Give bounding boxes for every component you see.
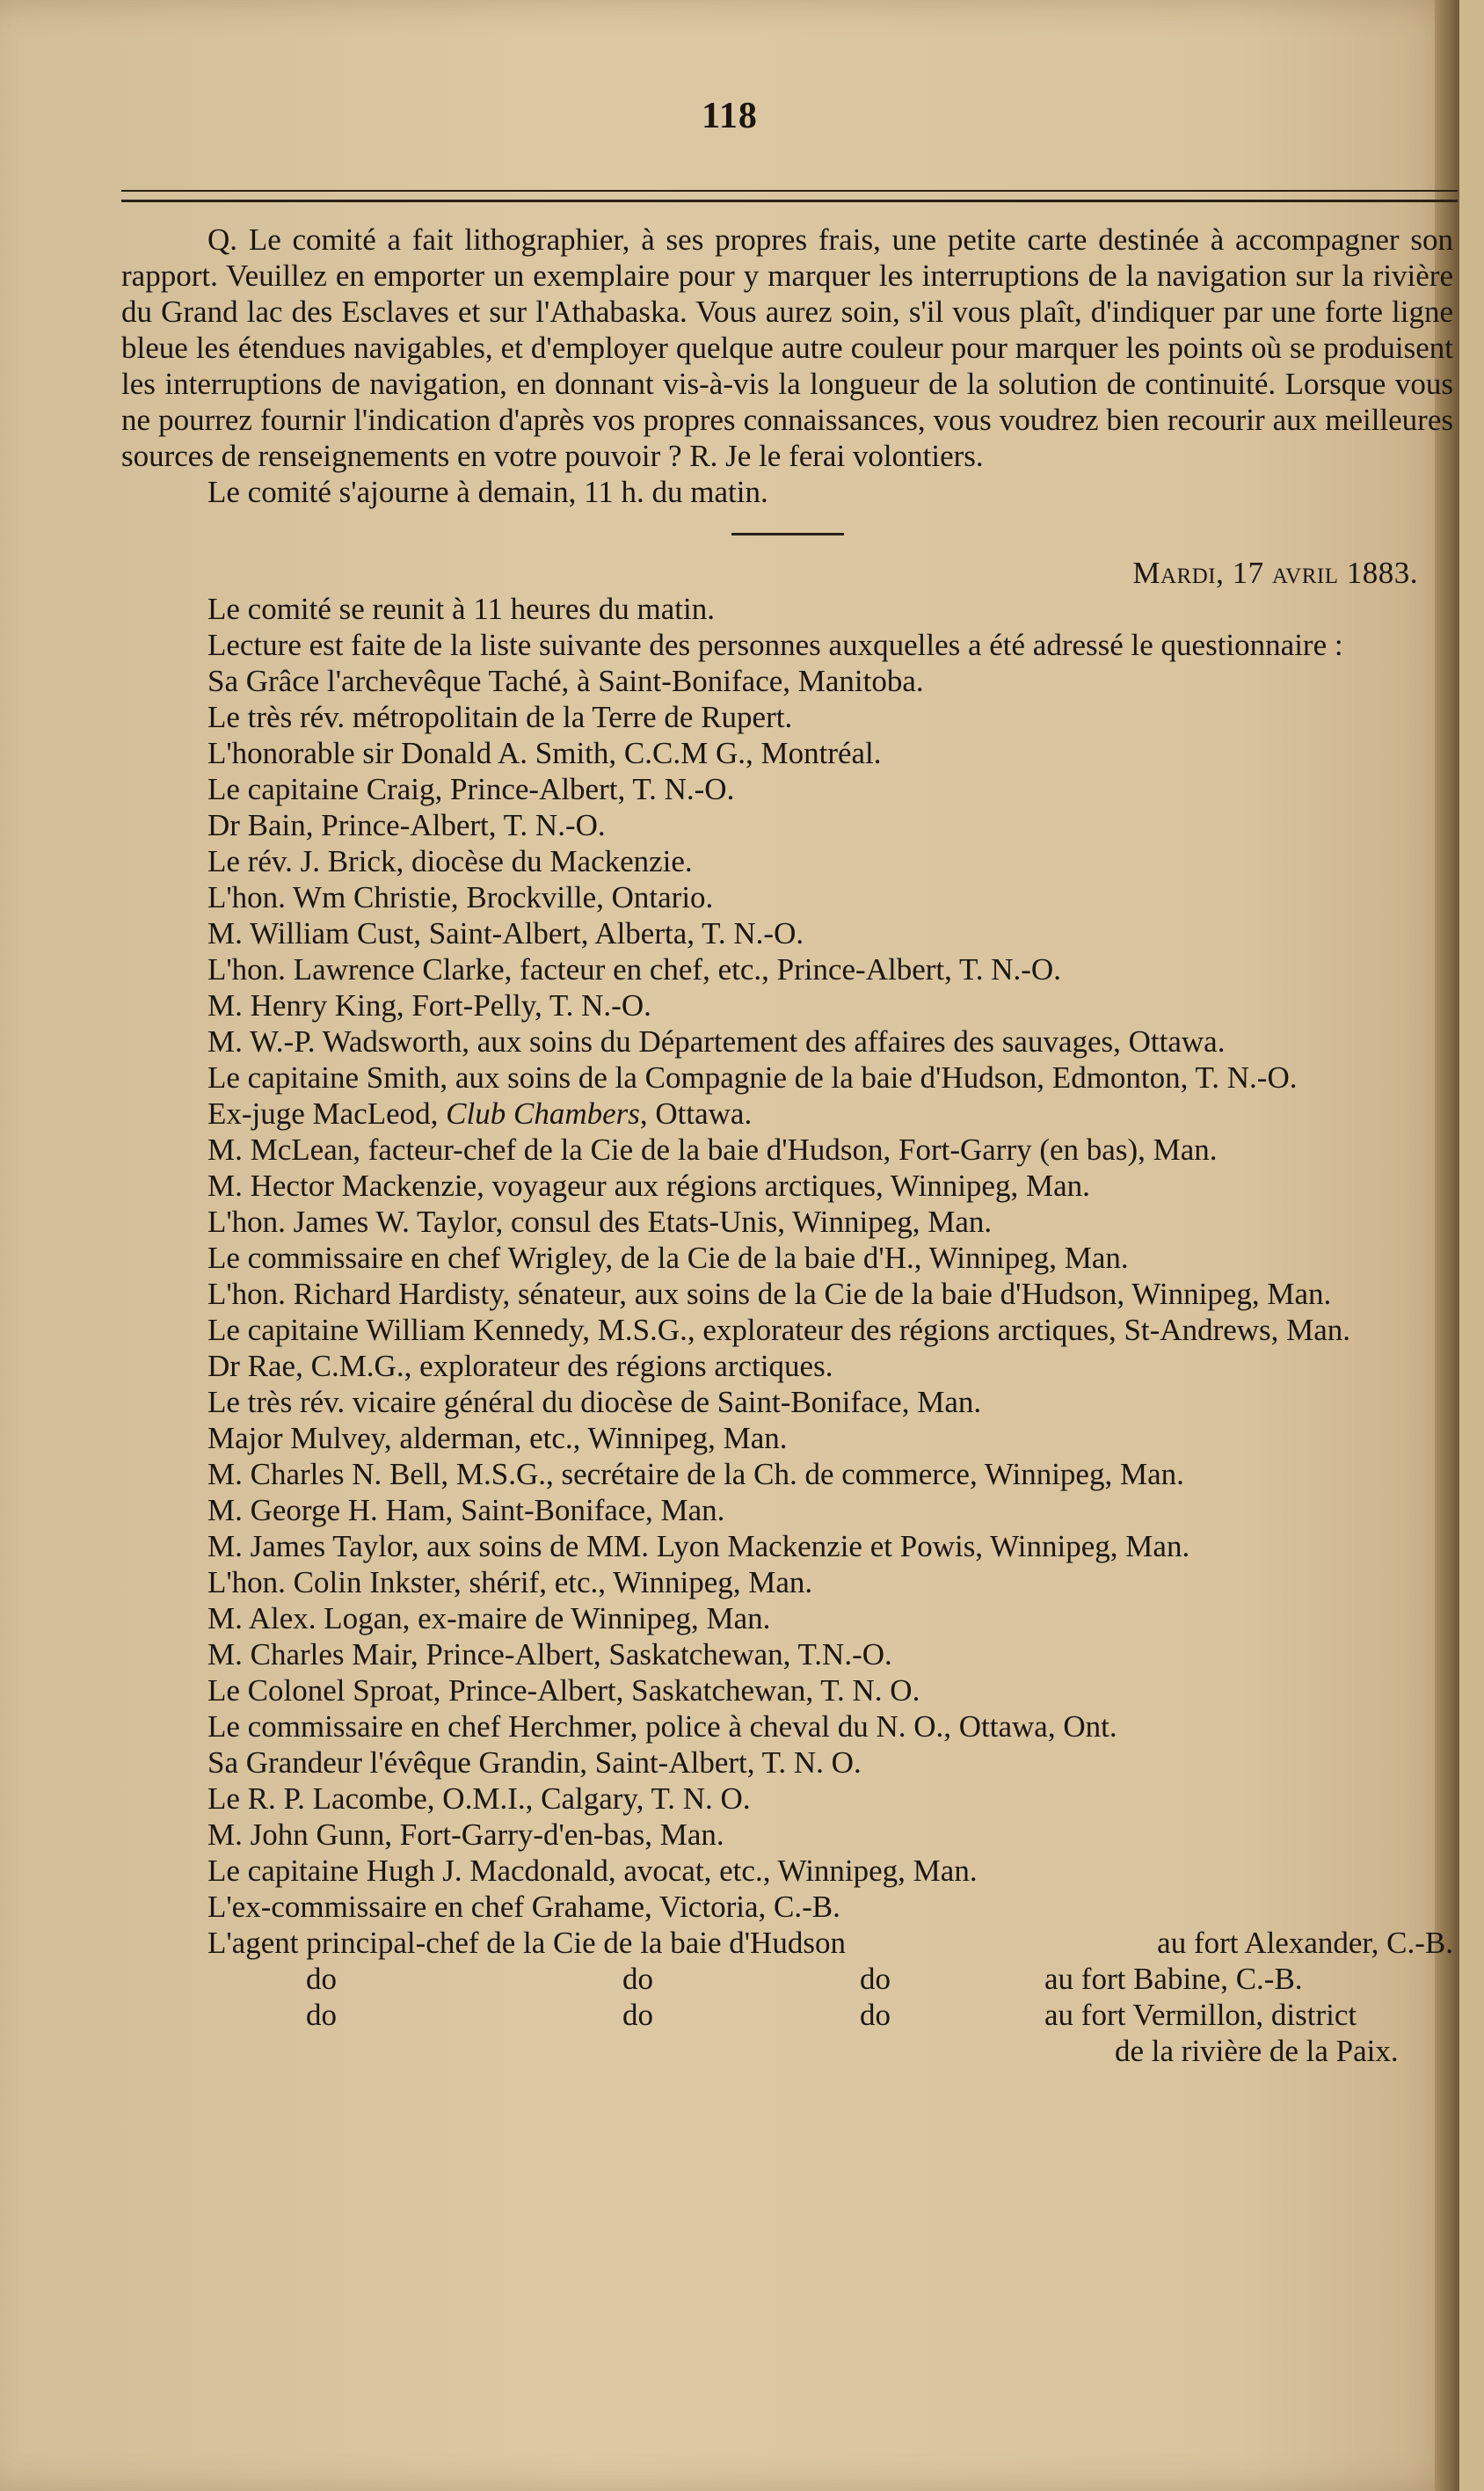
ditto-cell: do	[860, 1962, 891, 1996]
macleod-prefix: Ex-juge MacLeod,	[207, 1096, 447, 1131]
section-divider	[731, 533, 844, 535]
list-item: L'ex-commissaire en chef Grahame, Victoria, C.-B.	[207, 1890, 840, 1924]
list-item: Le capitaine Smith, aux soins de la Compagnie de la baie d'Hudson, Edmonton, T. N.-O.	[207, 1060, 1298, 1095]
ditto-cell: do	[306, 1962, 337, 1996]
list-item: Le R. P. Lacombe, O.M.I., Calgary, T. N. O.	[207, 1781, 751, 1816]
list-item: Le capitaine Hugh J. Macdonald, avocat, etc., Winnipeg, Man.	[207, 1854, 978, 1888]
list-item: M. John Gunn, Fort-Garry-d'en-bas, Man.	[207, 1817, 724, 1852]
ditto-cell: do	[622, 1998, 653, 2032]
list-item: M. Charles N. Bell, M.S.G., secrétaire de la Ch. de commerce, Winnipeg, Man.	[207, 1457, 1184, 1491]
list-item: M. Hector Mackenzie, voyageur aux régions arctiques, Winnipeg, Man.	[207, 1169, 1090, 1203]
list-item: Sa Grandeur l'évêque Grandin, Saint-Albert, T. N. O.	[207, 1745, 862, 1780]
agent-right: au fort Alexander, C.-B.	[1157, 1926, 1453, 1960]
list-item: Sa Grâce l'archevêque Taché, à Saint-Boniface, Manitoba.	[207, 664, 924, 698]
list-item: M. William Cust, Saint-Albert, Alberta, T. N.-O.	[207, 916, 804, 951]
list-intro: Lecture est faite de la liste suivante des personnes auxquelles a été adressé le questionnaire :	[207, 628, 1343, 662]
ditto-location: au fort Vermillon, district	[1044, 1998, 1357, 2032]
dateline: Mardi, 17 avril 1883.	[1132, 556, 1418, 590]
ditto-tail: de la rivière de la Paix.	[1115, 2034, 1399, 2068]
list-item: L'hon. Lawrence Clarke, facteur en chef, etc., Prince-Albert, T. N.-O.	[207, 952, 1061, 987]
list-item: L'hon. Colin Inkster, shérif, etc., Winnipeg, Man.	[207, 1565, 813, 1599]
list-item: M. Charles Mair, Prince-Albert, Saskatchewan, T.N.-O.	[207, 1637, 892, 1672]
list-item: M. W.-P. Wadsworth, aux soins du Département des affaires des sauvages, Ottawa.	[207, 1024, 1226, 1059]
macleod-suffix: , Ottawa.	[639, 1096, 753, 1131]
list-item: L'hon. James W. Taylor, consul des Etats-Unis, Winnipeg, Man.	[207, 1205, 993, 1239]
meeting-line: Le comité se reunit à 11 heures du matin.	[207, 592, 715, 626]
ditto-cell: do	[306, 1998, 337, 2032]
ditto-cell: do	[860, 1998, 891, 2032]
list-item: L'hon. Richard Hardisty, sénateur, aux soins de la Cie de la baie d'Hudson, Winnipeg, Man.	[207, 1277, 1332, 1311]
list-item: Le commissaire en chef Wrigley, de la Cie de la baie d'H., Winnipeg, Man.	[207, 1241, 1129, 1275]
list-item: Le commissaire en chef Herchmer, police à cheval du N. O., Ottawa, Ont.	[207, 1709, 1117, 1744]
list-item	[121, 1096, 1453, 1132]
list-item: M. McLean, facteur-chef de la Cie de la baie d'Hudson, Fort-Garry (en bas), Man.	[207, 1133, 1218, 1167]
adjourn-line: Le comité s'ajourne à demain, 11 h. du matin.	[207, 475, 768, 509]
list-item: Dr Bain, Prince-Albert, T. N.-O.	[207, 808, 606, 842]
list-item: M. Alex. Logan, ex-maire de Winnipeg, Man.	[207, 1601, 771, 1635]
list-item: Major Mulvey, alderman, etc., Winnipeg, Man.	[207, 1421, 788, 1455]
list-item: L'honorable sir Donald A. Smith, C.C.M G., Montréal.	[207, 736, 882, 770]
ditto-cell: do	[622, 1962, 653, 1996]
list-item: L'hon. Wm Christie, Brockville, Ontario.	[207, 880, 714, 914]
agent-row	[121, 1925, 1453, 1961]
header-rule	[121, 190, 1458, 202]
question-paragraph: Q. Le comité a fait lithographier, à ses propres frais, une petite carte destinée à accompagner son rapport. Veuillez en emporter un exemplaire pour y marquer les interruptions de la navigation sur la rivière du Grand lac des Esclaves et sur l'Athabaska. Vous aurez soin, s'il vous plaît, d'indiquer par une forte ligne bleue les étendues navigables, et d'employer quelque autre couleur pour marquer les points où se produisent les interruptions de navigation, en donnant vis-à-vis la longueur de la solution de continuité. Lorsque vous ne pourrez fournir l'indication d'après vos propres connaissances, vous voudrez bien recourir aux meilleures sources de renseignements en votre pouvoir ? R. Je le ferai volontiers.	[121, 222, 1453, 473]
list-item: Dr Rae, C.M.G., explorateur des régions arctiques.	[207, 1349, 833, 1383]
ditto-location: au fort Babine, C.-B.	[1044, 1962, 1303, 1996]
ditto-row	[121, 1961, 1453, 1997]
list-item: Le très rév. métropolitain de la Terre de Rupert.	[207, 700, 793, 734]
list-item: Le capitaine Craig, Prince-Albert, T. N.-O.	[207, 772, 735, 806]
macleod-italic: Club Chambers	[446, 1096, 640, 1131]
list-item: Le très rév. vicaire général du diocèse de Saint-Boniface, Man.	[207, 1385, 982, 1419]
ditto-table	[121, 1961, 1453, 2069]
ditto-row	[121, 1997, 1453, 2033]
list-item: M. George H. Ham, Saint-Boniface, Man.	[207, 1493, 725, 1527]
recipient-list	[121, 663, 1453, 1096]
page-number: 118	[702, 96, 758, 136]
page-body	[121, 222, 1453, 2069]
recipient-list-continued	[121, 1132, 1453, 1925]
list-item: Le capitaine William Kennedy, M.S.G., explorateur des régions arctiques, St-Andrews, Man.	[207, 1313, 1351, 1347]
list-item: Le Colonel Sproat, Prince-Albert, Saskatchewan, T. N. O.	[207, 1673, 920, 1708]
list-item: Le rév. J. Brick, diocèse du Mackenzie.	[207, 844, 693, 878]
list-item: M. James Taylor, aux soins de MM. Lyon Mackenzie et Powis, Winnipeg, Man.	[207, 1529, 1190, 1563]
agent-left: L'agent principal-chef de la Cie de la baie d'Hudson	[207, 1926, 846, 1960]
list-item: M. Henry King, Fort-Pelly, T. N.-O.	[207, 988, 651, 1023]
